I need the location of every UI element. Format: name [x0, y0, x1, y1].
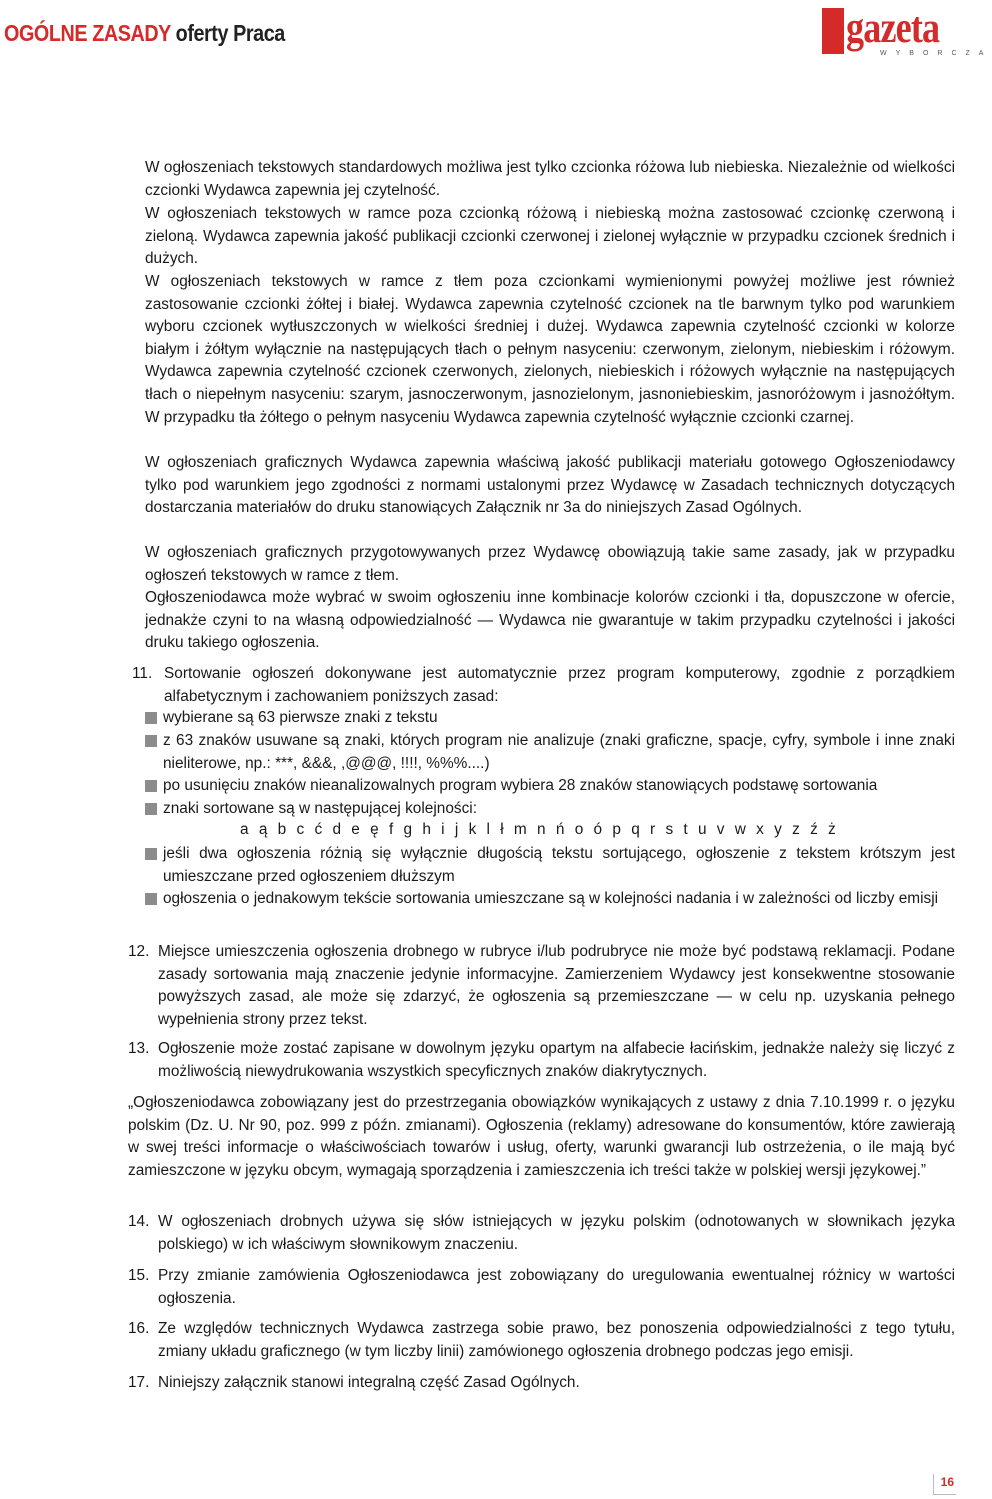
bullet-square-icon: [145, 780, 157, 792]
paragraph: Ogłoszeniodawca może wybrać w swoim ogłoszeniu inne kombinacje kolorów czcionki i tła, dopuszczone w ofercie, jednakże czyni to na własną odpowiedzialność — Wydawca nie gwarantuje w takim przypadku czytelności i jakości druku takiego ogłoszenia.: [145, 589, 955, 652]
item-number: 13.: [128, 1040, 150, 1057]
paragraph: W ogłoszeniach tekstowych w ramce poza czcionką różową i niebieską można zastosować czcionkę czerwoną i zieloną. Wydawca zapewnia jakość publikacji czcionki czerwonej i zielonej wyłącznie w przypadku czcionek średnich i dużych.: [145, 205, 955, 268]
bullet-item: ogłoszenia o jednakowym tekście sortowania umieszczane są w kolejności nadania i w zależności od liczby emisji: [145, 888, 955, 911]
title-main: OGÓLNE ZASADY: [4, 20, 171, 46]
item-number: 11.: [132, 665, 153, 682]
sorting-alphabet: a ą b c ć d e ę f g h i j k l ł m n ń o ó p q r s t u v w x y z ź ż: [240, 821, 836, 838]
item-number: 16.: [128, 1320, 150, 1337]
list-item-text: Przy zmianie zamówienia Ogłoszeniodawca jest zobowiązany do uregulowania ewentualnej różnicy w wartości ogłoszenia.: [158, 1267, 955, 1307]
logo-subtitle: WYBORCZA: [880, 50, 992, 57]
bullet-item: znaki sortowane są w następującej kolejności:: [145, 798, 955, 821]
title-sub: oferty Praca: [175, 20, 285, 46]
list-item-text: Miejsce umieszczenia ogłoszenia drobnego w rubryce i/lub podrubryce nie może być podstawą reklamacji. Podane zasady sortowania mają znaczenie jedynie informacyjne. Zamierzeniem Wydawcy jest konsekwentne stosowanie powyższych zasad, ale może się zdarzyć, że ogłoszenia są przemieszczane — w celu np. uzyskania pełnego wypełnienia strony przez tekst.: [158, 943, 955, 1028]
item-number: 12.: [128, 943, 150, 960]
list-item-text: Sortowanie ogłoszeń dokonywane jest automatycznie przez program komputerowy, zgodnie z porządkiem alfabetycznym i zachowaniem poniższych zasad:: [164, 665, 955, 705]
quote-paragraph: „Ogłoszeniodawca zobowiązany jest do przestrzegania obowiązków wynikających z ustawy z dnia 7.10.1999 r. o języku polskim (Dz. U. Nr 90, poz. 999 z późn. zmianami). Ogłoszenia (reklamy) adresowane do konsumentów, które zawierają w swej treści informacje o właściwościach towarów i usług, oferty, warunki gwarancji lub ostrzeżenia, o ile mają być zamieszczone w języku obcym, wymagają sporządzenia i zamieszczenia ich treści także w polskiej wersji językowej.”: [128, 1094, 955, 1179]
bullet-square-icon: [145, 893, 157, 905]
bullet-square-icon: [145, 848, 157, 860]
bullet-square-icon: [145, 712, 157, 724]
page-number: [933, 1474, 956, 1495]
bullet-item: wybierane są 63 pierwsze znaki z tekstu: [145, 707, 955, 730]
paragraph: W ogłoszeniach tekstowych standardowych możliwa jest tylko czcionka różowa lub niebieska. Niezależnie od wielkości czcionki Wydawca zapewnia jej czytelność.: [145, 159, 955, 199]
list-item-text: Niniejszy załącznik stanowi integralną część Zasad Ogólnych.: [158, 1374, 580, 1391]
item-number: 14.: [128, 1213, 150, 1230]
paragraph: W ogłoszeniach graficznych przygotowywanych przez Wydawcę obowiązują takie same zasady, jak w przypadku ogłoszeń tekstowych w ramce z tłem.: [145, 544, 955, 584]
item-number: 15.: [128, 1267, 150, 1284]
paragraph: W ogłoszeniach tekstowych w ramce z tłem poza czcionkami wymienionymi powyżej możliwe jest również zastosowanie czcionki żółtej i białej. Wydawca zapewnia czytelność czcionek na tle barwnym tylko pod warunkiem wyboru czcionek wytłuszczonych w wielkości średniej i dużej. Wydawca zapewnia czytelność czcionki w kolorze białym i żółtym wyłącznie na następujących tłach o pełnym nasyceniu: czerwonym, zielonym, niebieskim i różowym. Wydawca zapewnia czytelność czcionek czerwonych, zielonych, niebieskich i różowych wyłącznie na następujących tłach o niepełnym nasyceniu: szarym, jasnoczerwonym, jasnozielonym, jasnoniebieskim, jasnoróżowym i jasnożółtym. W przypadku tła żółtego o pełnym nasyceniu Wydawca zapewnia czytelność wyłącznie czcionki czarnej.: [145, 273, 955, 426]
bullet-square-icon: [145, 735, 157, 747]
list-item-text: Ze względów technicznych Wydawca zastrzega sobie prawo, bez ponoszenia odpowiedzialności z tego tytułu, zmiany układu graficznego (w tym liczby linii) zamówionego ogłoszenia drobnego podczas jego emisji.: [158, 1320, 955, 1360]
bullet-item: z 63 znaków usuwane są znaki, których program nie analizuje (znaki graficzne, spacje, cyfry, symbole i inne znaki nieliterowe, np.: ***, &&&, ,@@@, !!!!, %%%....): [145, 730, 955, 775]
bullet-square-icon: [145, 803, 157, 815]
paragraph: W ogłoszeniach graficznych Wydawca zapewnia właściwą jakość publikacji materiału gotowego Ogłoszeniodawcy tylko pod warunkiem jego zgodności z normami ustalonymi przez Wydawcę w Zasadach technicznych dotyczących dostarczania materiałów do druku stanowiących Załącznik nr 3a do niniejszych Zasad Ogólnych.: [145, 454, 955, 517]
list-item-text: Ogłoszenie może zostać zapisane w dowolnym języku opartym na alfabecie łacińskim, jednakże należy się liczyć z możliwością niewydrukowania wszystkich specyficznych znaków diakrytycznych.: [158, 1040, 955, 1080]
bullet-item: jeśli dwa ogłoszenia różnią się wyłącznie długością tekstu sortującego, ogłoszenie z tekstem krótszym jest umieszczane przed ogłoszeniem dłuższym: [145, 843, 955, 888]
logo-word: gazeta: [846, 3, 940, 52]
list-item-text: W ogłoszeniach drobnych używa się słów istniejących w języku polskim (odnotowanych w słownikach języka polskiego) w ich właściwym słownikowym znaczeniu.: [158, 1213, 955, 1253]
item-number: 17.: [128, 1374, 150, 1391]
page-number-label: 16: [940, 1475, 954, 1489]
bullet-item: po usunięciu znaków nieanalizowalnych program wybiera 28 znaków stanowiących podstawę sortowania: [145, 775, 955, 798]
